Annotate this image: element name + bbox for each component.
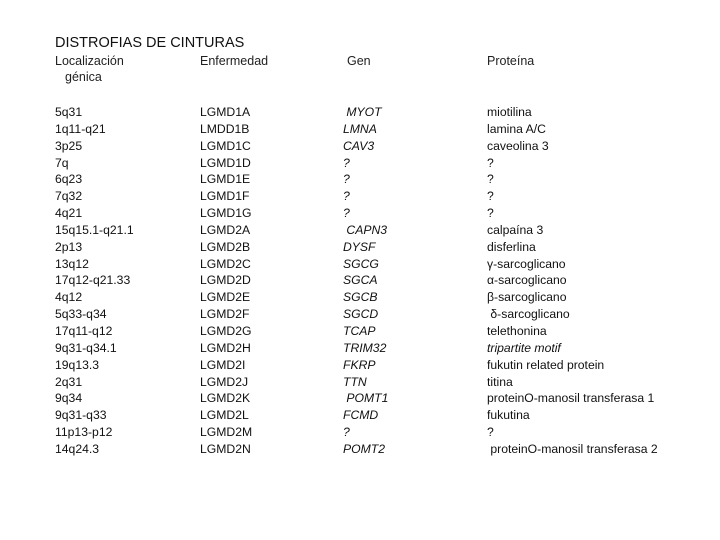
cell-enfermedad: LGMD2M	[200, 425, 253, 440]
cell-proteina: δ-sarcoglicano	[487, 307, 570, 322]
column-localizacion	[55, 104, 134, 458]
header-gen: Gen	[347, 54, 371, 68]
cell-localizacion: 9q31-q33	[55, 408, 107, 423]
cell-enfermedad: LGMD1G	[200, 206, 252, 221]
cell-localizacion: 13q12	[55, 256, 89, 271]
cell-gen: POMT1	[343, 391, 389, 406]
cell-gen: SGCG	[343, 256, 379, 271]
cell-proteina: fukutina	[487, 408, 530, 423]
cell-enfermedad: LGMD2F	[200, 307, 250, 322]
cell-localizacion: 19q13.3	[55, 357, 100, 372]
cell-proteina: proteinO-manosil transferasa 1	[487, 391, 655, 406]
cell-proteina: calpaína 3	[487, 222, 544, 237]
cell-localizacion: 3p25	[55, 138, 83, 153]
cell-enfermedad: LMDD1B	[200, 121, 250, 136]
column-proteina	[487, 104, 658, 458]
cell-enfermedad: LGMD2G	[200, 323, 252, 338]
cell-localizacion: 5q31	[55, 105, 83, 119]
cell-gen: MYOT	[343, 105, 382, 119]
cell-enfermedad: LGMD1A	[200, 105, 251, 119]
cell-enfermedad: LGMD2H	[200, 340, 251, 355]
cell-proteina: titina	[487, 374, 513, 389]
header-proteina: Proteína	[487, 54, 535, 68]
cell-proteina: ?	[487, 189, 494, 204]
cell-gen: SGCD	[343, 307, 379, 322]
cell-enfermedad: LGMD2E	[200, 290, 251, 305]
cell-localizacion: 2q31	[55, 374, 83, 389]
cell-proteina: ?	[487, 206, 494, 221]
cell-gen: LMNA	[343, 121, 377, 136]
cell-enfermedad: LGMD1F	[200, 189, 250, 204]
cell-enfermedad: LGMD2C	[200, 256, 251, 271]
cell-localizacion: 14q24.3	[55, 441, 100, 456]
cell-proteina: fukutin related protein	[487, 357, 605, 372]
cell-enfermedad: LGMD2A	[200, 222, 251, 237]
cell-gen: SGCB	[343, 290, 378, 305]
column-gen	[343, 104, 388, 458]
cell-gen: CAPN3	[343, 222, 388, 237]
cell-gen: FKRP	[343, 357, 376, 372]
cell-gen: SGCA	[343, 273, 378, 288]
cell-gen: TCAP	[343, 323, 376, 338]
cell-proteina: disferlina	[487, 239, 536, 254]
cell-enfermedad: LGMD1C	[200, 138, 251, 153]
cell-proteina: caveolina 3	[487, 138, 549, 153]
cell-localizacion: 4q21	[55, 206, 83, 221]
cell-proteina: lamina A/C	[487, 121, 546, 136]
cell-localizacion: 15q15.1-q21.1	[55, 222, 134, 237]
cell-gen: TRIM32	[343, 340, 387, 355]
header-localizacion	[55, 53, 124, 85]
cell-gen: POMT2	[343, 441, 385, 456]
cell-localizacion: 17q11-q12	[55, 323, 113, 338]
cell-gen: ?	[343, 206, 350, 221]
cell-proteina: ?	[487, 172, 494, 187]
cell-proteina: ?	[487, 425, 494, 440]
cell-localizacion: 4q12	[55, 290, 83, 305]
header-localizacion-line1: Localización	[55, 54, 124, 68]
cell-localizacion: 9q31-q34.1	[55, 340, 117, 355]
cell-enfermedad: LGMD1D	[200, 155, 251, 170]
cell-localizacion: 6q23	[55, 172, 83, 187]
cell-proteina: miotilina	[487, 105, 532, 119]
cell-gen: ?	[343, 189, 350, 204]
cell-localizacion: 7q	[55, 155, 69, 170]
cell-proteina: proteinO-manosil transferasa 2	[487, 441, 658, 456]
cell-enfermedad: LGMD2N	[200, 441, 251, 456]
page-title: DISTROFIAS DE CINTURAS	[55, 35, 245, 51]
header-enfermedad: Enfermedad	[200, 54, 269, 68]
cell-proteina: β-sarcoglicano	[487, 290, 567, 305]
cell-localizacion: 11p13-p12	[55, 425, 113, 440]
header-localizacion-line2: génica	[65, 70, 102, 84]
cell-proteina: telethonina	[487, 323, 547, 338]
cell-gen: DYSF	[343, 239, 376, 254]
cell-proteina: ?	[487, 155, 494, 170]
cell-enfermedad: LGMD2B	[200, 239, 251, 254]
cell-localizacion: 17q12-q21.33	[55, 273, 131, 288]
cell-localizacion: 2p13	[55, 239, 83, 254]
cell-gen: TTN	[343, 374, 367, 389]
cell-enfermedad: LGMD2J	[200, 374, 249, 389]
cell-gen: CAV3	[343, 138, 375, 153]
cell-enfermedad: LGMD2D	[200, 273, 251, 288]
cell-enfermedad: LGMD1E	[200, 172, 251, 187]
cell-localizacion: 9q34	[55, 391, 83, 406]
cell-gen: FCMD	[343, 408, 379, 423]
cell-gen: ?	[343, 425, 350, 440]
column-enfermedad	[200, 104, 252, 458]
cell-proteina: α-sarcoglicano	[487, 273, 567, 288]
cell-enfermedad: LGMD2K	[200, 391, 251, 406]
cell-proteina: tripartite motif	[487, 340, 561, 355]
cell-enfermedad: LGMD2I	[200, 357, 246, 372]
cell-localizacion: 7q32	[55, 189, 83, 204]
cell-proteina: γ-sarcoglicano	[487, 256, 566, 271]
cell-localizacion: 1q11-q21	[55, 121, 106, 136]
cell-gen: ?	[343, 155, 350, 170]
cell-gen: ?	[343, 172, 350, 187]
cell-localizacion: 5q33-q34	[55, 307, 107, 322]
cell-enfermedad: LGMD2L	[200, 408, 249, 423]
